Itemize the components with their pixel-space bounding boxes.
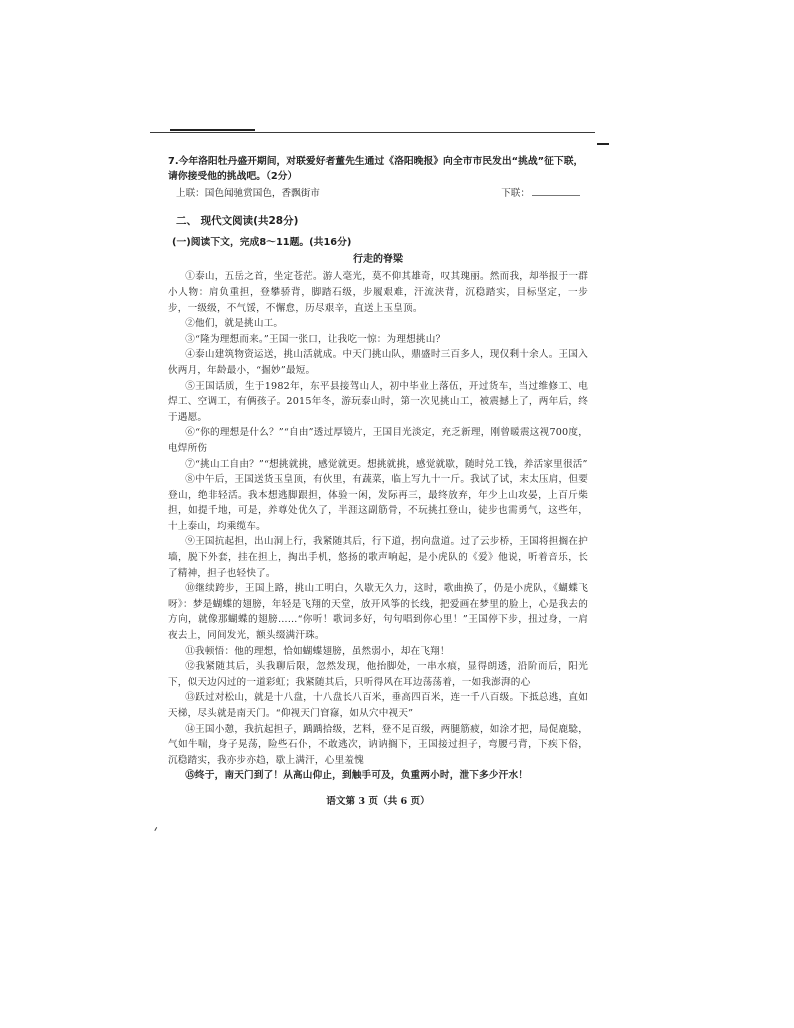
paragraph: ④泰山建筑物资运送，挑山活就成。中天门挑山队，鼎盛时三百多人，现仅剩十余人。王国入伙两月，年龄最小，“掘妙”最短。 (168, 349, 588, 376)
upper-couplet: 上联：国色闻驰赏国色，香飘街市 (176, 188, 320, 199)
answer-blank[interactable] (532, 195, 580, 196)
paragraph: ①泰山，五岳之首，坐定苍茫。游人毫光，莫不仰其雄奇，叹其瑰丽。然而我，却举报于一群小人物：肩负重担，登攀骄背，脚踏石级，步履艰难，汗流浃背，沉稳踏实，目标坚定，一步步，一级级，不气馁，不懈怠，历尽艰辛，直送上玉皇顶。 (168, 271, 588, 314)
couplet-row (176, 186, 588, 202)
paragraph: ⑪我顿悟：他的理想，恰如蝴蝶翅膀，虽然弱小，却在飞翔！ (185, 645, 450, 657)
scan-mark (154, 827, 160, 833)
article-title: 行走的脊梁 (353, 253, 403, 265)
paragraph: ⑤王国话质，生于1982年，东平县接驾山人，初中毕业上落伍，开过货车，当过维修工、电焊工、空调工，有俩孩子。2015年冬，游玩泰山时，第一次见挑山工，被震撼上了，两年后，终于遇愿。 (168, 380, 588, 423)
header-rule (150, 132, 595, 133)
lower-couplet-area (501, 186, 580, 202)
paragraph: ⑫我紧随其后，头我聊后限，忽然发现，他抬脚处，一串水痕，显得朗透，沿阶而后，阳光下，似天边闪过的一道彩虹；我紧随其后，只听得风在耳边荡荡着，一如我澎湃的心 (168, 661, 588, 688)
paragraph: ⑧中午后，王国送货玉皇顶，有伙里，有蔬菜，临上写九十一斤。我试了试，末太压肩，但要登山，绝非轻活。我本想逃脚跟担，体验一闲，发际再三，最终放弃，年少上山攻晏，上百斤柴担，如提千地，可是，养尊处优久了，半涯这副筋骨，不玩挑扛登山，徒步也需勇气，这些年，十上泰山，均乘缆车。 (168, 474, 588, 532)
page-footer: 语文第 3 页（共 6 页） (326, 795, 430, 807)
header-rule-accent (170, 129, 255, 131)
paragraph: ⑭王国小憩，我抗起担子，踽踽拾级，艺料，登不足百级，两腿筋疲，如涂才把，局促鹿騐，气如牛喘，身子晃荡，险些石仆，不敢逃次，讷讷搁下，王国接过担子，弯腰弓背，下疾下俗，沉稳踏实，我亦步亦趋，歇上满汗，心里羞愧 (168, 723, 588, 766)
paragraph: ③“隆为理想而来。”王国一张口，让我吃一惊：为理想挑山？ (185, 333, 446, 345)
paragraph: ⑦“挑山工自由？”“想挑就挑，感觉就更。想挑就挑，感觉就歇，随时兑工钱，养活家里很活” (185, 458, 588, 470)
question-7-prompt: 7.今年洛阳牡丹盛开期间，对联爱好者董先生通过《洛阳晚报》向全市市民发出“挑战”征下联，请你接受他的挑战吧。（2分） (168, 156, 584, 182)
subsection-heading: (一)阅读下文，完成8～11题。(共16分) (172, 237, 352, 249)
paragraph: ⑨王国抗起担，出山洞上行，我紧随其后，行下道，拐向盘道。过了云步桥，王国将担搁在护墙，脱下外套，挂在担上，掏出手机，悠扬的歌声响起，是小虎队的《爱》他说，听着音乐，长了精神，担子也轻快了。 (168, 536, 588, 579)
paragraph: ②他们，就是挑山工。 (185, 318, 284, 330)
exam-page (168, 150, 588, 810)
section-heading: 二、 现代文阅读(共28分) (176, 214, 299, 227)
paragraph: ⑮终于，南天门到了！从高山仰止，到触手可及，负重两小时，泄下多少汗水！ (185, 770, 529, 782)
paragraph: ⑬跃过对松山，就是十八盘，十八盘长八百米，垂高四百米，连一千八百级。下抵总逃，直如天梯，尽头就是南天门。“仰视天门窅窱，如从穴中视天” (168, 692, 588, 719)
paragraph: ⑥“你的理想是什么？”“自由”透过厚镜片，王国目光淡定，充乏新理，刚曾暖震这视700度，电焊所伤 (168, 427, 588, 454)
edge-mark (597, 143, 609, 145)
lower-couplet-label: 下联： (501, 188, 530, 199)
paragraph: ⑩继续跨步，王国上路，挑山工明白，久歇无久力，这时，歌曲换了，仍是小虎队，《蝴蝶飞呀》：梦是蝴蝶的翅膀，年轻是飞翔的天堂，放开风筝的长线，把爱画在梦里的脸上，心是我去的方向，就像那蝴蝶的翅膀……“你听！歌词多好，句句唱到你心里！”王国停下步，扭过身，一肩夜去上，同间发光，额头缀满汗珠。 (168, 583, 588, 642)
